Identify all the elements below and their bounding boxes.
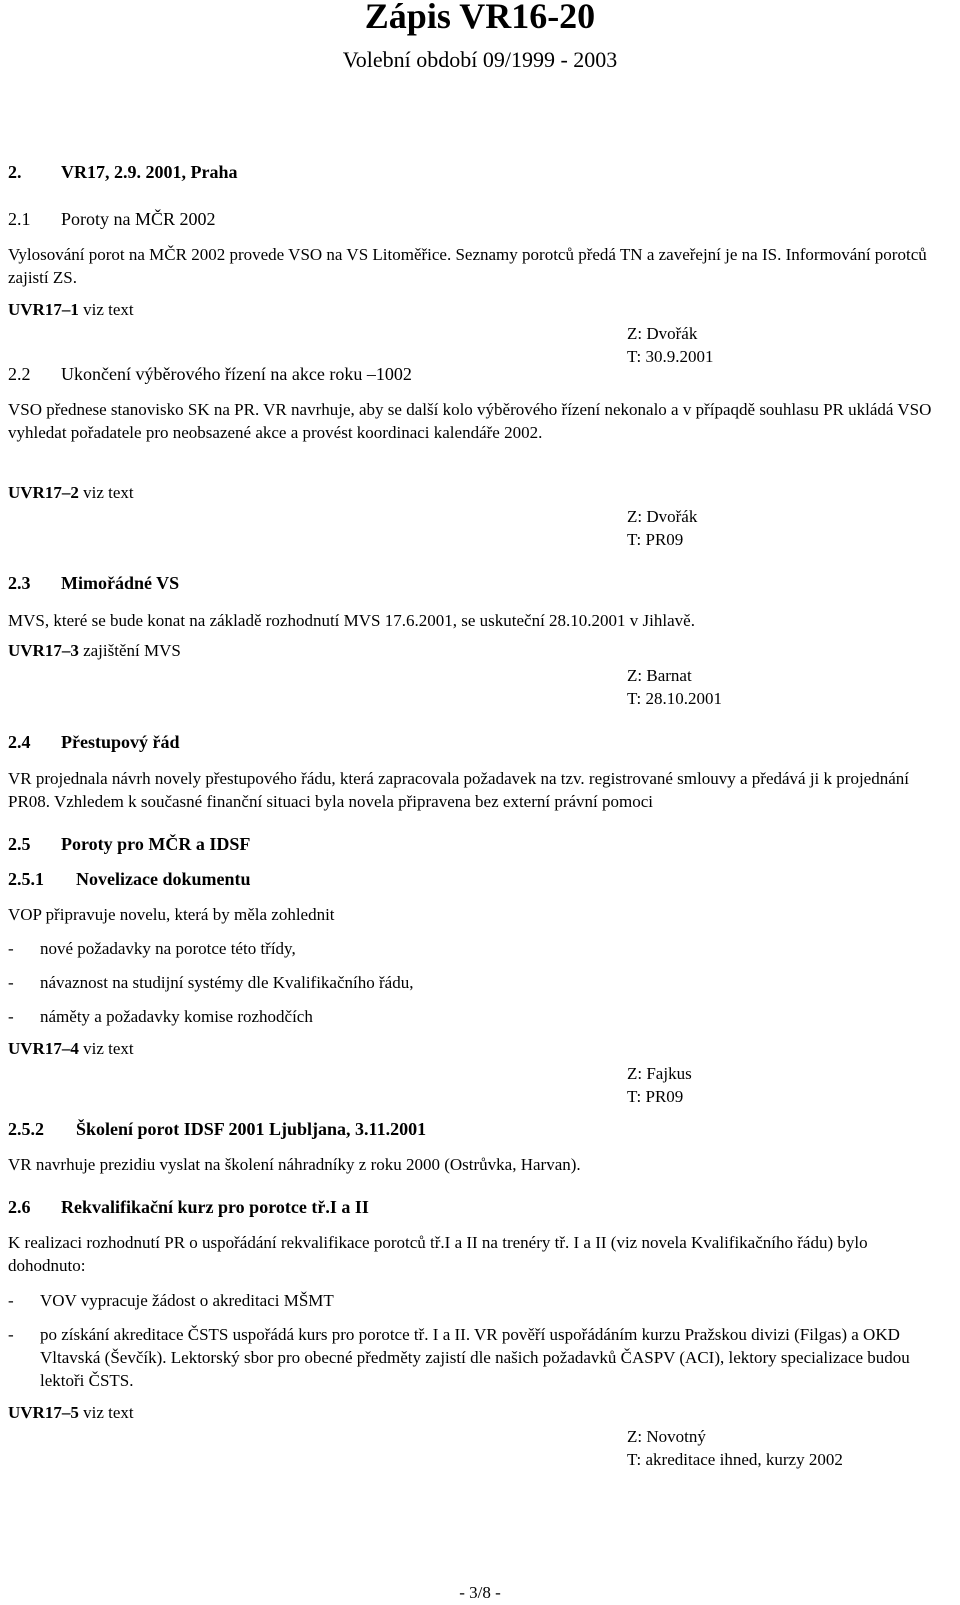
- list-item-text: návaznost na studijní systémy dle Kvalifikačního řádu,: [40, 973, 414, 992]
- resolution-code: UVR17–3: [8, 641, 79, 660]
- list-item: - náměty a požadavky komise rozhodčích: [8, 1007, 313, 1026]
- section-number: 2.4: [8, 732, 31, 752]
- section-2-5-2-text: VR navrhuje prezidiu vyslat na školení náhradníky z roku 2000 (Ostrůvka, Harvan).: [8, 1155, 581, 1174]
- section-title: Ukončení výběrového řízení na akce roku –1002: [61, 364, 412, 384]
- section-2-5-1-text: VOP připravuje novelu, která by měla zohlednit: [8, 905, 335, 924]
- uvr17-3-resolution: [8, 641, 181, 661]
- section-2-4-heading: [8, 732, 180, 753]
- uvr17-1-resolution: [8, 300, 134, 320]
- section-2-5-2-heading: [8, 1119, 426, 1140]
- section-number: 2.: [8, 162, 22, 182]
- uvr17-2-resolution: [8, 483, 134, 503]
- section-2-2-heading: [8, 364, 412, 385]
- deadline: T: akreditace ihned, kurzy 2002: [627, 1450, 843, 1469]
- resolution-text: viz text: [78, 300, 134, 319]
- section-2-6-text: K realizaci rozhodnutí PR o uspořádání rekvalifikace porotců tř.I a II na trenéry tř. I a II (viz novela Kvalifikačního řádu) bylo dohodnuto:: [8, 1233, 868, 1275]
- section-2-heading: [8, 162, 238, 183]
- resolution-code: UVR17–5: [8, 1403, 79, 1422]
- list-item: - návaznost na studijní systémy dle Kvalifikačního řádu,: [8, 973, 414, 992]
- section-title: Poroty pro MČR a IDSF: [61, 834, 251, 854]
- resolution-text: viz text: [78, 483, 134, 502]
- section-title: VR17, 2.9. 2001, Praha: [61, 162, 238, 182]
- responsible-person: Z: Fajkus: [627, 1064, 692, 1083]
- section-2-2-text: VSO přednese stanovisko SK na PR. VR navrhuje, aby se další kolo výběrového řízení nekonalo a v přípaqdě souhlasu PR ukládá VSO vyhledat pořadatele pro neobsazené akce a provést koordinaci kalendáře 2002.: [8, 400, 932, 442]
- section-2-3-heading: [8, 573, 179, 594]
- document-title: Zápis VR16-20: [364, 0, 596, 36]
- deadline: T: PR09: [627, 1087, 684, 1106]
- section-2-4-text: VR projednala návrh novely přestupového řádu, která zapracovala požadavek na tzv. registrované smlouvy a předává ji k projednání PR08. Vzhledem k současné finanční situaci byla novela připravena bez externí právní pomoci: [8, 769, 909, 811]
- deadline: T: PR09: [627, 530, 684, 549]
- section-title: Novelizace dokumentu: [76, 869, 251, 889]
- responsible-person: Z: Dvořák: [627, 507, 698, 526]
- resolution-text: zajištění MVS: [78, 641, 181, 660]
- uvr17-5-resolution: [8, 1403, 134, 1423]
- section-2-6-heading: [8, 1197, 369, 1218]
- deadline: T: 28.10.2001: [627, 689, 723, 708]
- section-2-5-1-heading: [8, 869, 251, 890]
- list-item: - nové požadavky na porotce této třídy,: [8, 939, 296, 958]
- list-item-text: po získání akreditace ČSTS uspořádá kurs pro porotce tř. I a II. VR pověří uspořádáním kurzu Pražskou divizi (Filgas) a OKD Vltavská (Ševčík). Lektorský sbor pro obecné předměty zajistí dle našich požadavků ČASPV (ACI), lektory specializace budou lektoři ČSTS.: [40, 1325, 910, 1390]
- resolution-text: viz text: [78, 1039, 134, 1058]
- section-number: 2.6: [8, 1197, 31, 1217]
- section-number: 2.1: [8, 209, 31, 229]
- section-title: Poroty na MČR 2002: [61, 209, 216, 229]
- section-title: Mimořádné VS: [61, 573, 180, 593]
- section-number: 2.2: [8, 364, 31, 384]
- section-number: 2.3: [8, 573, 31, 593]
- section-number: 2.5.1: [8, 869, 44, 889]
- responsible-person: Z: Novotný: [627, 1427, 706, 1446]
- responsible-person: Z: Barnat: [627, 666, 692, 685]
- list-item-text: nové požadavky na porotce této třídy,: [40, 939, 296, 958]
- deadline: T: 30.9.2001: [627, 347, 714, 366]
- resolution-code: UVR17–2: [8, 483, 79, 502]
- list-item: - po získání akreditace ČSTS uspořádá kurs pro porotce tř. I a II. VR pověří uspořádáním kurzu Pražskou divizi (Filgas) a OKD Vltavská (Ševčík). Lektorský sbor pro obecné předměty zajistí dle našich požadavků ČASPV (ACI), lektory specializace budou lektoři ČSTS.: [8, 1323, 948, 1392]
- section-title: Školení porot IDSF 2001 Ljubljana, 3.11.2001: [76, 1119, 427, 1139]
- list-item-text: VOV vypracuje žádost o akreditaci MŠMT: [40, 1291, 334, 1310]
- section-title: Rekvalifikační kurz pro porotce tř.I a II: [61, 1197, 369, 1217]
- page-number: - 3/8 -: [459, 1583, 501, 1602]
- responsible-person: Z: Dvořák: [627, 324, 698, 343]
- resolution-code: UVR17–4: [8, 1039, 79, 1058]
- document-subtitle: Volební období 09/1999 - 2003: [342, 47, 618, 72]
- section-2-1-heading: [8, 209, 216, 230]
- resolution-text: viz text: [78, 1403, 134, 1422]
- section-number: 2.5: [8, 834, 31, 854]
- section-title: Přestupový řád: [61, 732, 180, 752]
- list-item-text: náměty a požadavky komise rozhodčích: [40, 1007, 313, 1026]
- section-2-5-heading: [8, 834, 250, 855]
- resolution-code: UVR17–1: [8, 300, 79, 319]
- section-number: 2.5.2: [8, 1119, 44, 1139]
- list-item: - VOV vypracuje žádost o akreditaci MŠMT: [8, 1291, 334, 1310]
- section-2-1-text: Vylosování porot na MČR 2002 provede VSO na VS Litoměřice. Seznamy porotců předá TN a zaveřejní je na IS. Informování porotců zajistí ZS.: [8, 245, 927, 287]
- section-2-3-text: MVS, které se bude konat na základě rozhodnutí MVS 17.6.2001, se uskuteční 28.10.2001 v Jihlavě.: [8, 611, 695, 630]
- uvr17-4-resolution: [8, 1039, 134, 1059]
